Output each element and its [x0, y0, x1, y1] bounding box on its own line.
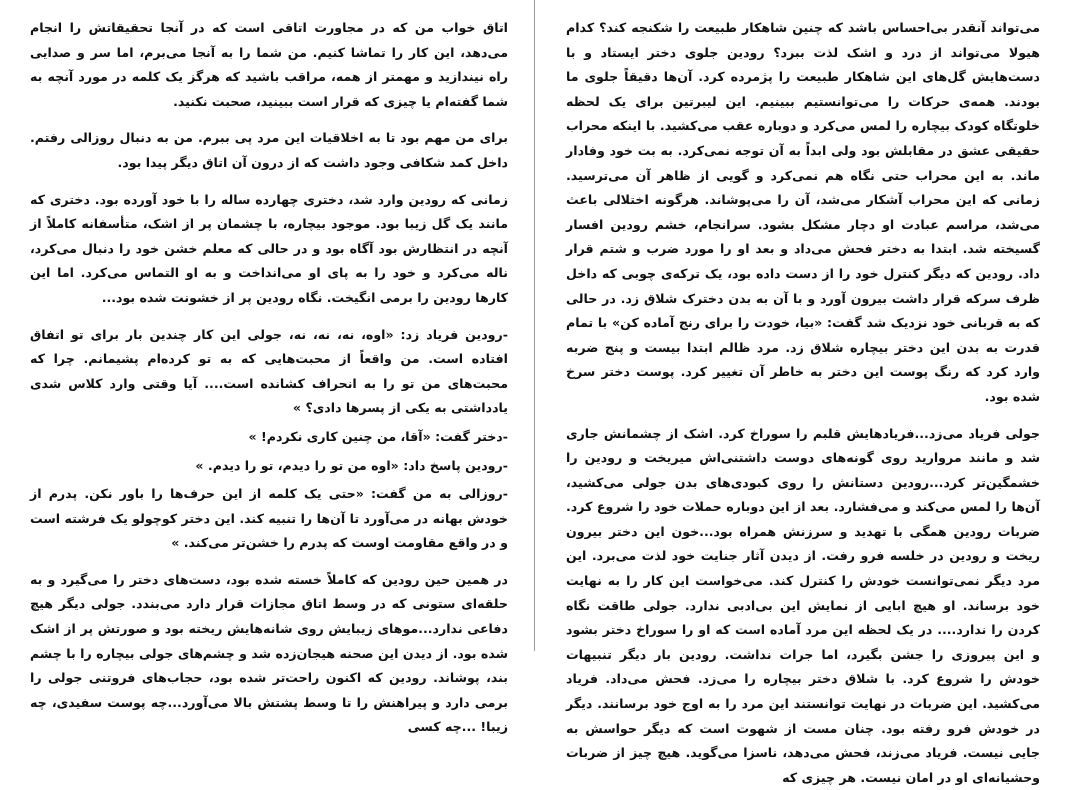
right-page — [566, 16, 1040, 646]
left-paragraph-1: اتاق خواب من که در مجاورت اتاقی است که در آنجا تحقیقاتش را انجام می‌دهد، این کار را تماشا کنیم. من شما را به آنجا می‌برم، اما سر و صدایی راه نیندازید و مهمتر از همه، مراقب باشید که هرگز یک کلمه در مورد آنچه به شما گفته‌ام یا چیزی که قرار است ببینید، صحبت نکنید. — [30, 16, 508, 114]
right-paragraph-2: جولی فریاد می‌زد...فریادهایش قلبم را سوراخ کرد. اشک از چشمانش جاری شد و مانند مروارید روی گونه‌های دوست داشتنی‌اش میریخت و رودین را خشمگین‌تر کرد...رودین دستانش را روی کبودی‌های بدن جولی می‌کشید، آن‌ها را لمس می‌کند و می‌فشارد. بعد از این دوباره حملات خود را شروع کرد. ضربات رودین همگی با تهدید و سرزنش همراه بود...خون این دختر بیرون ریخت و رودین در خلسه فرو رفت. از دیدن آثار جنایت خود لذت می‌برد. این مرد دیگر نمی‌توانست خودش را کنترل کند. می‌خواست این کار را به نهایت خود برساند. او هیچ ابایی از نمایش این بی‌ادبی ندارد. جولی طاقت نگاه کردن را ندارد.... در یک لحظه این مرد آماده است که او را سوراخ دختر بشود و این پیروزی را جشن بگیرد، اما جرات نداشت. رودین بار دیگر تنبیهات خودش را شروع کرد. با شلاق دختر بیچاره را می‌زد. فحش می‌داد. فریاد می‌کشید. این ضربات در نهایت توانستند این مرد را به اوج خود برسانند. دیگر در خودش فرو رفته بود. چنان مست از شهوت است که دیگر حواسش به جایی نیست. فریاد می‌زند، فحش می‌دهد، ناسزا می‌گوید. هیچ چیز از ضربات وحشیانه‌ای او در امان نیست. هر چیزی که — [566, 422, 1040, 790]
left-paragraph-6: -رودین پاسخ داد: «اوه من تو را دیدم، تو را دیدم. » — [30, 454, 508, 479]
right-paragraph-1: می‌تواند آنقدر بی‌احساس باشد که چنین شاهکار طبیعت را شکنجه کند؟ کدام هیولا می‌تواند از درد و اشک لذت ببرد؟ رودین جلوی دختر ایستاد و با دست‌هایش گل‌های این شاهکار طبیعت را پژمرده کرد. آن‌ها دقیقاً جلوی ما بودند. همه‌ی حرکات را می‌توانستیم ببینیم. این لیبرتین برای یک لحظه خلوتگاه کودک بیچاره را لمس می‌کرد و دوباره عقب می‌کشید. با اینکه محراب حقیقی عشق در مقابلش بود ولی ابداً به آن توجه نمی‌کرد. به بت خود وفادار ماند. به این محراب حتی نگاه هم نمی‌کرد و گویی از ظاهر آن می‌ترسید. زمانی که این محراب آشکار می‌شد، آن را می‌پوشاند. هرگونه اختلالی باعث می‌شد، مراسم عبادت او دچار مشکل بشود. سرانجام، خشم رودین افسار گسیخته شد. ابتدا به دختر فحش می‌داد و بعد او را مورد ضرب و شتم قرار داد. رودین که دیگر کنترل خود را از دست داده بود، یک ترکه‌ی چوبی که داخل ظرف سرکه قرار داشت بیرون آورد و با آن به بدن دخترک شلاق زد. در حالی که به قربانی خود نزدیک شد گفت: «بیا، خودت را برای رنج آماده کن» با تمام قدرت به بدن این دختر بیچاره شلاق زد. مرد ظالم ابتدا بیست و پنج ضربه وارد کرد که رنگ پوست این دختر به خاطر آن تغییر کرد. پوست دختر سرخ شده بود. — [566, 16, 1040, 410]
left-paragraph-2: برای من مهم بود تا به اخلاقیات این مرد پی ببرم. من به دنبال روزالی رفتم. داخل کمد شکافی وجود داشت که از درون آن اتاق دیگر پیدا بود. — [30, 126, 508, 175]
left-paragraph-8: در همین حین رودین که کاملاً خسته شده بود، دست‌های دختر را می‌گیرد و به حلقه‌ای ستونی که در وسط اتاق مجازات قرار دارد می‌بندد. جولی دیگر هیچ دفاعی ندارد...موهای زیبایش روی شانه‌هایش ریخته بود و صورتش پر از اشک شده بود. از دیدن این صحنه هیجان‌زده شد و چشم‌های جولی بیچاره را با چشم بند، پوشاند. رودین که اکنون راحت‌تر شده بود، حجاب‌های فروتنی جولی را برمی دارد و پیراهنش را تا وسط پشتش بالا می‌آورد...چه پوست سفیدی، چه زیبا! ...چه کسی — [30, 568, 508, 740]
left-page — [30, 16, 508, 646]
left-paragraph-3: زمانی که رودین وارد شد، دختری چهارده ساله را با خود آورده بود. دختری که مانند یک گل زیبا بود. موجود بیچاره، با چشمان پر از اشک، متأسفانه کاملاً از آنچه در انتظارش بود آگاه بود و در حالی که معلم خشن خود را دنبال می‌کرد، ناله می‌کرد و خود را به پای او می‌انداخت و به او التماس می‌کرد. اما این کارها رودین را برمی انگیخت. نگاه رودین پر از خشونت شده بود... — [30, 188, 508, 311]
left-paragraph-7: -روزالی به من گفت: «حتی یک کلمه از این حرف‌ها را باور نکن. پدرم از خودش بهانه در می‌آورد تا آن‌ها را تنبیه کند. این دختر کوچولو یک فرشته است و در واقع مقاومت اوست که پدرم را خشن‌تر می‌کند. » — [30, 482, 508, 556]
left-paragraph-5: -دختر گفت: «آقا، من چنین کاری نکردم! » — [30, 425, 508, 450]
page-gutter-divider — [534, 0, 535, 651]
left-paragraph-4: -رودین فریاد زد: «اوه، نه، نه، نه، جولی این کار چندین بار برای تو اتفاق افتاده است. من واقعاً از محبت‌هایی که به تو کرده‌ام پشیمانم. چرا که محبت‌های من تو را به انحراف کشانده است.... آیا وقتی وارد کلاس شدی یادداشتی به یکی از پسرها دادی؟ » — [30, 323, 508, 421]
